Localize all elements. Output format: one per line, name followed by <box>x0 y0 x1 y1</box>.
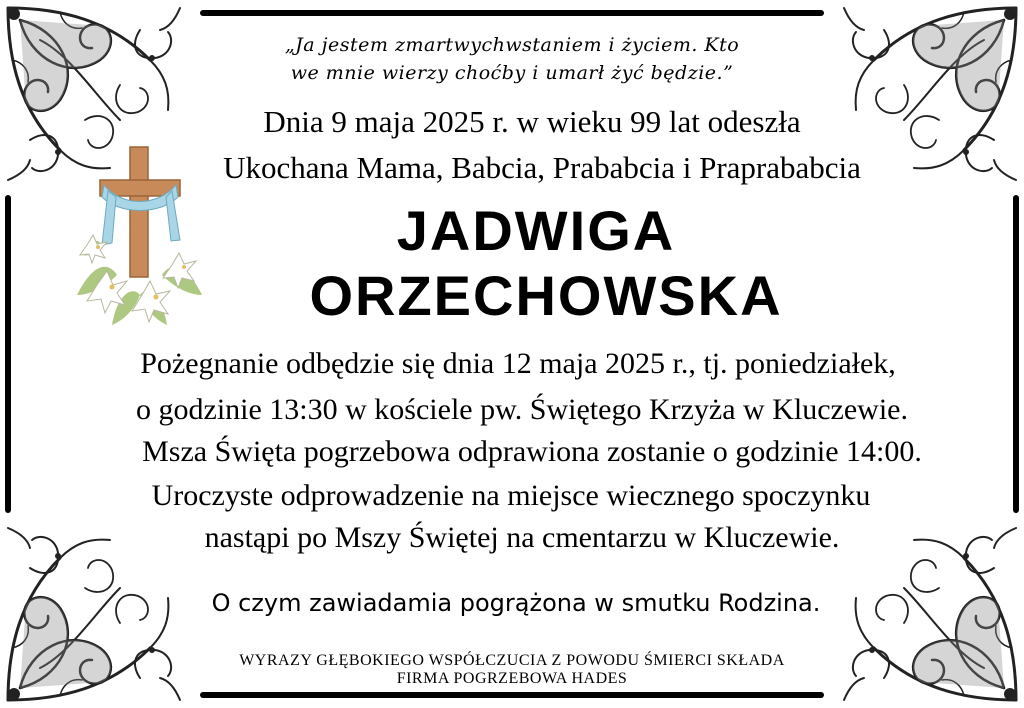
bottom-border-line <box>200 692 824 698</box>
funeral-details-line-5: nastąpi po Mszy Świętej na cmentarzu w Kluczewie. <box>204 521 840 554</box>
closing-line: O czym zawiadamia pogrążona w smutku Rodzina. <box>211 589 821 617</box>
bible-quote-line-2: we mnie wierzy choćby i umarł żyć będzie.” <box>290 62 734 84</box>
funeral-details-line-2: o godzinie 13:30 w kościele pw. Świętego Krzyża w Kluczewie. <box>136 393 908 426</box>
deceased-first-name: JADWIGA <box>396 199 676 262</box>
condolences-footer-line-1: WYRAZY GŁĘBOKIEGO WSPÓŁCZUCIA Z POWODU ŚMIERCI SKŁADA <box>239 652 785 669</box>
intro-line-1: Dnia 9 maja 2025 r. w wieku 99 lat odeszła <box>263 104 801 139</box>
top-border-line <box>200 10 824 16</box>
funeral-details-line-4: Uroczyste odprowadzenie na miejsce wiecznego spoczynku <box>151 479 871 512</box>
funeral-details-line-1: Pożegnanie odbędzie się dnia 12 maja 2025 r., tj. poniedziałek, <box>140 347 896 380</box>
intro-line-2: Ukochana Mama, Babcia, Prababcia i Praprababcia <box>223 150 861 185</box>
funeral-details-line-3: Msza Święta pogrzebowa odprawiona zostanie o godzinie 14:00. <box>142 435 922 468</box>
deceased-last-name: ORZECHOWSKA <box>309 264 783 327</box>
bible-quote-line-1: „Ja jestem zmartwychwstaniem i życiem. Kto <box>284 34 740 56</box>
condolences-footer-line-2: FIRMA POGRZEBOWA HADES <box>396 670 628 687</box>
